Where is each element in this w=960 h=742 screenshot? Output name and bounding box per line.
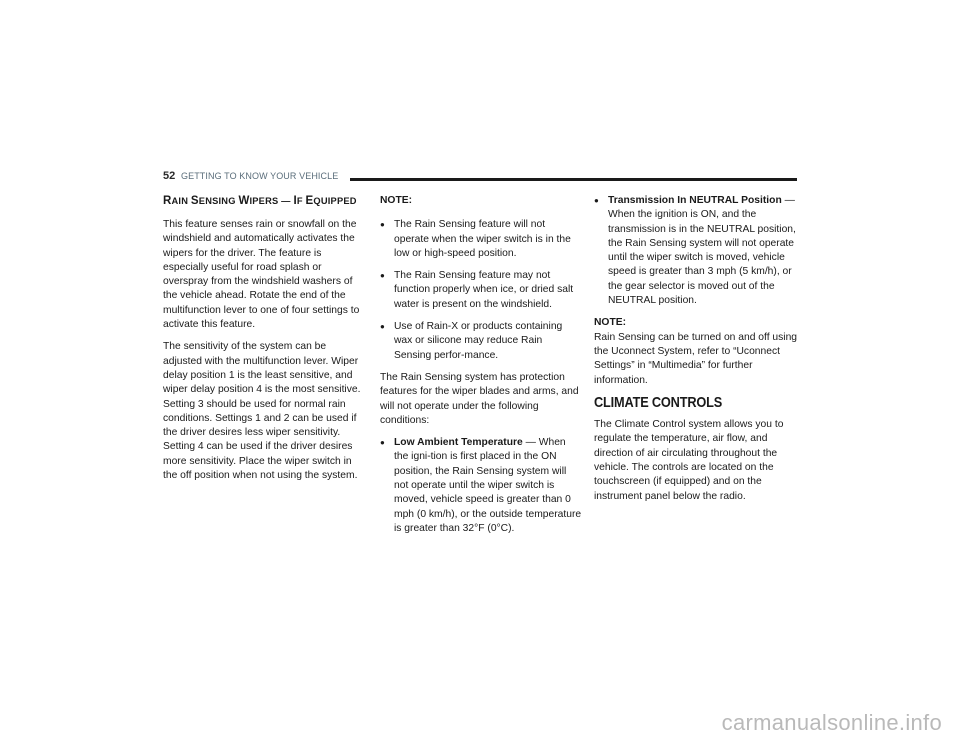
column-middle: [380, 194, 582, 544]
paragraph: The Climate Control system allows you to regulate the temperature, air flow, and direction of air circulating throughout the vehicle. The controls are located on the touchscreen (if equipped) and on the instrument panel below the radio.: [594, 419, 784, 502]
page-number: 52: [163, 170, 176, 182]
section-heading-climate-controls: CLIMATE CONTROLS: [594, 393, 723, 411]
list-item: ● The Rain Sensing feature will not operate when the wiper switch is in the low or high-speed position.: [380, 218, 582, 261]
paragraph: This feature senses rain or snowfall on the windshield and automatically activates the wipers for the driver. The feature is especially useful for road splash or overspray from the windshield washers of the vehicle ahead. Rotate the end of the multifunction lever to one of four settings to activate this feature.: [163, 219, 360, 331]
term: Transmission In NEUTRAL Position: [608, 195, 782, 206]
running-title: GETTING TO KNOW YOUR VEHICLE: [181, 171, 339, 181]
watermark: carmanualsonline.info: [721, 710, 942, 735]
paragraph: Rain Sensing can be turned on and off using the Uconnect System, refer to “Uconnect Settings” in “Multimedia” for further information.: [594, 331, 798, 386]
page-header: [163, 170, 797, 184]
note-label: NOTE:: [594, 317, 627, 329]
note-label: NOTE:: [380, 195, 413, 206]
list-item: ● The Rain Sensing feature may not function properly when ice, or dried salt water is present on the windshield.: [380, 269, 582, 312]
section-heading-rain-sensing-wipers: RAIN SENSING WIPERS — IF EQUIPPED: [163, 195, 357, 207]
column-left: [163, 194, 365, 491]
note-list: [380, 218, 582, 363]
condition-list: [594, 194, 798, 308]
list-item: [594, 194, 798, 308]
paragraph: The sensitivity of the system can be adjusted with the multifunction lever. Wiper delay position 1 is the least sensitive, and wiper delay position 4 is the most sensitive. Setting 3 should be used for normal rain conditions. Settings 1 and 2 can be used if the driver desires less wiper sensitivity. Setting 4 can be used if the driver desires more sensitivity. Place the wiper switch in the off position when not using the system.: [163, 341, 361, 482]
list-item: ● Use of Rain-X or products containing wax or silicone may reduce Rain Sensing perfor-mance.: [380, 320, 582, 363]
paragraph: The Rain Sensing system has protection features for the wiper blades and arms, and will not operate under the following conditions:: [380, 371, 579, 426]
list-item: [380, 436, 582, 536]
header-rule: [350, 178, 797, 181]
condition-list: [380, 436, 582, 536]
term-description: — When the ignition is ON, and the transmission is in the NEUTRAL position, the Rain Sensing system will not operate until the wiper switch is moved, vehicle speed is greater than 3 mph (5 km/h), or the gear selector is moved out of the NEUTRAL position.: [608, 195, 796, 307]
term-description: — When the igni-tion is first placed in the ON position, the Rain Sensing system will not operate until the wiper switch is moved, vehicle speed is greater than 0 mph (0 km/h), or the outside temperature is greater than 32°F (0°C).: [394, 437, 582, 534]
term: Low Ambient Temperature: [394, 437, 523, 449]
column-right: [594, 194, 798, 512]
